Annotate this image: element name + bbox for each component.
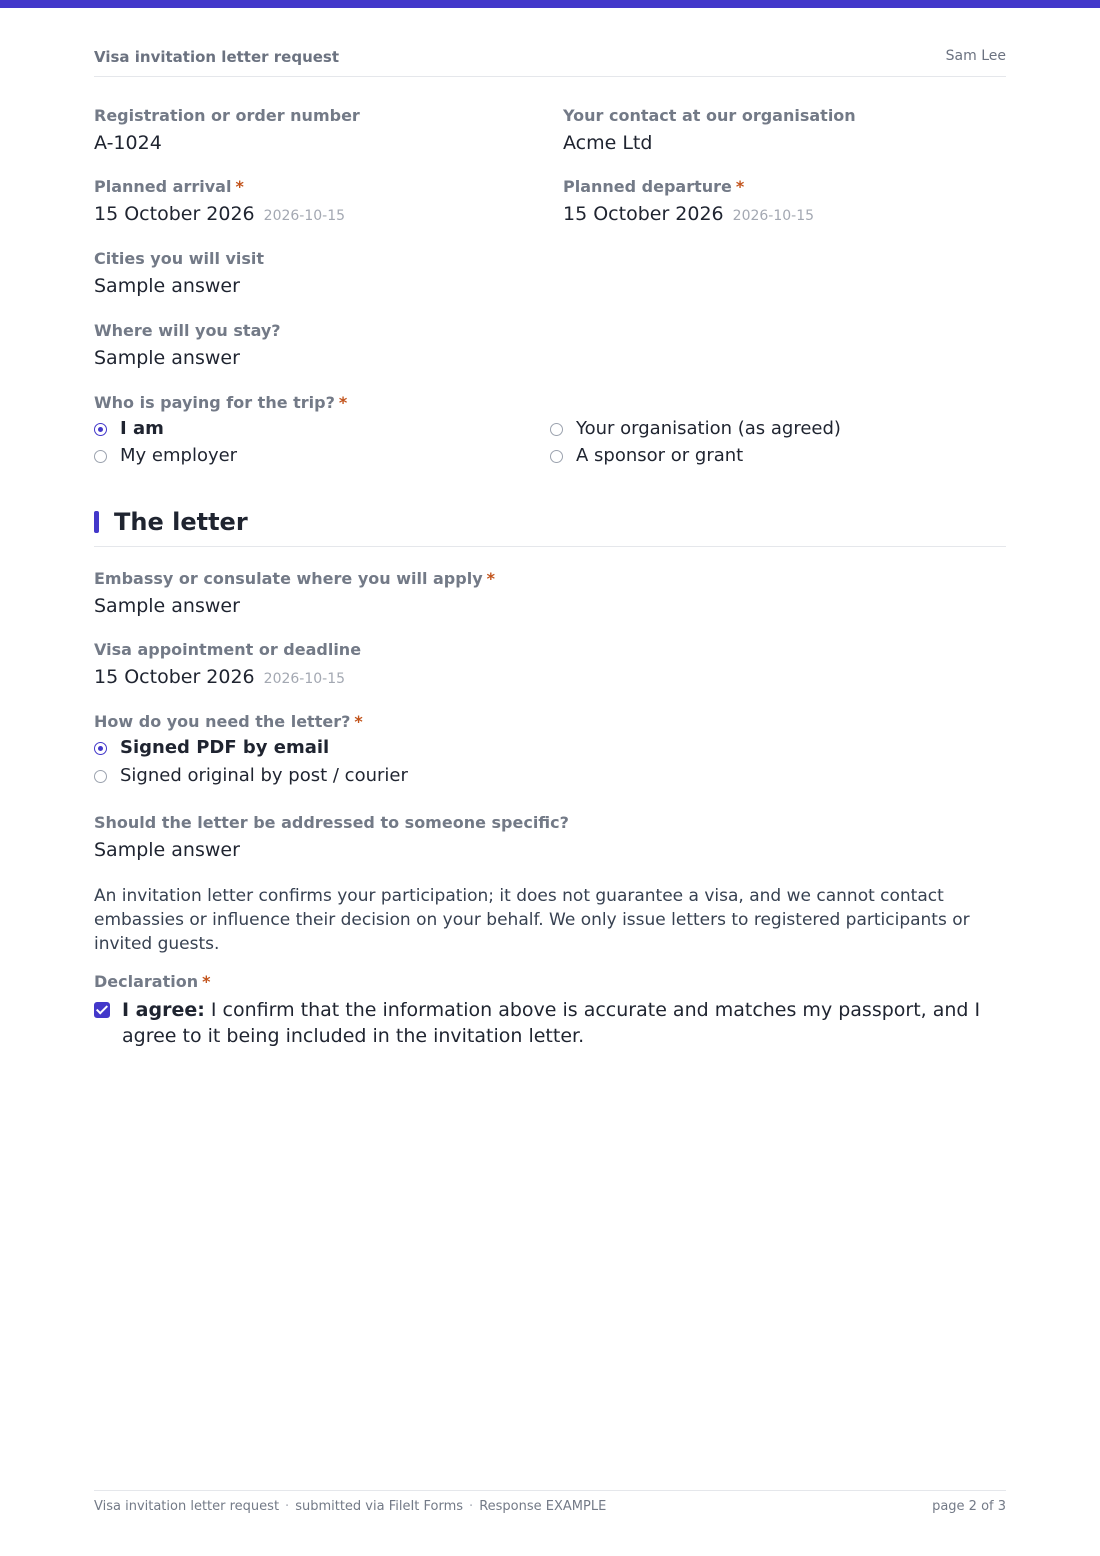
footer-separator: · <box>469 1499 474 1514</box>
agree-label: I agree: <box>122 999 205 1021</box>
departure-value: 15 October 2026 <box>563 203 724 225</box>
cities-label: Cities you will visit <box>94 249 265 268</box>
radio-selected-icon[interactable] <box>94 742 107 755</box>
page-footer <box>94 1490 1006 1521</box>
registration-value: A-1024 <box>94 132 162 154</box>
contact-label: Your contact at our organisation <box>563 106 856 125</box>
page-header <box>94 48 1006 77</box>
contact-field <box>563 106 856 154</box>
required-mark: * <box>338 393 348 412</box>
addressee-field <box>94 813 569 861</box>
appointment-field <box>94 640 361 688</box>
footer-response: Response EXAMPLE <box>479 1499 607 1514</box>
top-accent-bar <box>0 0 1100 8</box>
option-label: A sponsor or grant <box>576 445 744 466</box>
embassy-label: Embassy or consulate where you will apply <box>94 569 483 588</box>
departure-iso-date: 2026-10-15 <box>732 208 815 224</box>
footer-via: submitted via FileIt Forms <box>295 1499 464 1514</box>
required-mark: * <box>235 177 244 196</box>
option-label: I am <box>120 418 164 439</box>
option-label: Signed PDF by email <box>120 737 330 758</box>
departure-label: Planned departure <box>563 177 732 196</box>
option-label: Signed original by post / courier <box>120 765 408 786</box>
embassy-field <box>94 569 495 617</box>
footer-form-name: Visa invitation letter request <box>94 1499 280 1514</box>
section-title: The letter <box>114 508 248 536</box>
departure-field <box>563 177 814 225</box>
arrival-label: Planned arrival <box>94 177 232 196</box>
arrival-iso-date: 2026-10-15 <box>263 208 346 224</box>
required-mark: * <box>486 569 495 588</box>
declaration-field <box>94 972 210 991</box>
registration-label: Registration or order number <box>94 106 360 125</box>
appointment-iso-date: 2026-10-15 <box>263 671 346 687</box>
appointment-label: Visa appointment or deadline <box>94 640 362 659</box>
addressee-value: Sample answer <box>94 839 240 861</box>
stay-value: Sample answer <box>94 347 240 369</box>
contact-value: Acme Ltd <box>563 132 653 154</box>
format-label: How do you need the letter? <box>94 712 351 731</box>
section-heading <box>94 508 1006 547</box>
section-accent-bar <box>94 511 99 533</box>
appointment-value: 15 October 2026 <box>94 666 255 688</box>
paying-label: Who is paying for the trip? <box>94 393 335 412</box>
stay-label: Where will you stay? <box>94 321 281 340</box>
declaration-text: I confirm that the information above is accurate and matches my passport, and I agree to it being included in the invitation letter. <box>122 999 981 1047</box>
declaration-checkbox-row[interactable] <box>94 997 1006 1049</box>
declaration-label: Declaration <box>94 972 199 991</box>
required-mark: * <box>735 177 745 196</box>
paying-field <box>94 393 347 412</box>
radio-icon[interactable] <box>550 423 563 436</box>
cities-field <box>94 249 264 297</box>
radio-icon[interactable] <box>94 770 107 783</box>
page-number: page 2 of 3 <box>932 1499 1006 1514</box>
radio-selected-icon[interactable] <box>94 423 107 436</box>
required-mark: * <box>354 712 363 731</box>
form-title: Visa invitation letter request <box>94 48 340 66</box>
arrival-value: 15 October 2026 <box>94 203 255 225</box>
format-field <box>94 712 363 731</box>
radio-icon[interactable] <box>550 450 563 463</box>
cities-value: Sample answer <box>94 275 240 297</box>
radio-icon[interactable] <box>94 450 107 463</box>
option-label: Your organisation (as agreed) <box>576 418 841 439</box>
required-mark: * <box>202 972 211 991</box>
user-name: Sam Lee <box>945 48 1006 64</box>
arrival-field <box>94 177 345 225</box>
addressee-label: Should the letter be addressed to someone specific? <box>94 813 569 832</box>
footer-separator: · <box>285 1499 290 1514</box>
stay-field <box>94 321 281 369</box>
embassy-value: Sample answer <box>94 595 240 617</box>
disclaimer-note: An invitation letter confirms your participation; it does not guarantee a visa, and we cannot contact embassies or influence their decision on your behalf. We only issue letters to registered participants or invited guests. <box>94 886 970 954</box>
checkbox-checked-icon[interactable] <box>94 1002 110 1018</box>
registration-field <box>94 106 360 154</box>
option-label: My employer <box>120 445 238 466</box>
